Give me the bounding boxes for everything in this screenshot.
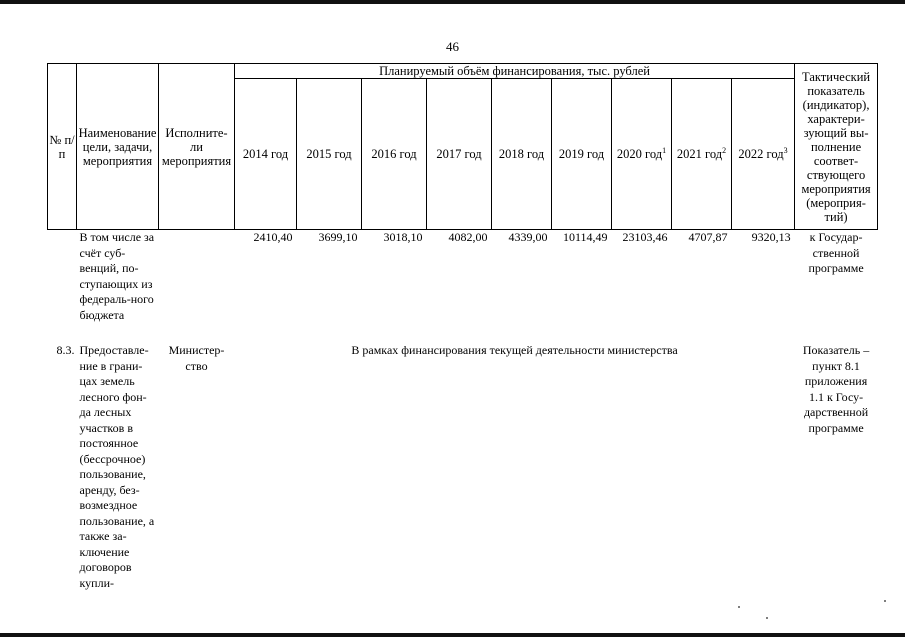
footnote-mark: 1 bbox=[662, 145, 667, 155]
row-indicator: Показатель – пункт 8.1 приложения 1.1 к Госу-дарственной программе bbox=[802, 343, 870, 435]
header-year-2017: 2017 год bbox=[427, 79, 492, 230]
scan-speck bbox=[738, 606, 740, 608]
value-2016: 3018,10 bbox=[383, 230, 423, 244]
header-year-2014: 2014 год bbox=[235, 79, 297, 230]
header-no: № п/п bbox=[48, 64, 77, 230]
header-year-2021: 2021 год$^2$ bbox=[672, 79, 732, 230]
header-name: Наименование цели, задачи, мероприятия bbox=[77, 64, 159, 230]
table-row-subventions bbox=[48, 230, 878, 324]
row-name: Предоставле-ние в грани-цах земель лесного фон-да лесных участков в постоянное (бессрочное) пользование, аренду, без-возмездное пользование, а также за-ключение договоров купли- bbox=[79, 343, 155, 590]
footnote-mark: 3 bbox=[783, 145, 788, 155]
row-executor: Министер-ство bbox=[168, 343, 225, 373]
header-executor: Исполните-ли мероприятия bbox=[159, 64, 235, 230]
row-spacer bbox=[48, 323, 878, 343]
top-border-line bbox=[0, 0, 905, 4]
row-no: 8.3. bbox=[56, 343, 75, 357]
header-indicator: Тактический показатель (индикатор), характери-зующий вы-полнение соответ-ствующего мероприятия (мероприя-тий) bbox=[795, 64, 878, 230]
header-year-2018: 2018 год bbox=[492, 79, 552, 230]
footnote-mark: 2 bbox=[722, 145, 727, 155]
financing-note: В рамках финансирования текущей деятельности министерства bbox=[351, 343, 678, 357]
header-year-2022: 2022 год$^3$ bbox=[732, 79, 795, 230]
scan-speck bbox=[766, 617, 768, 619]
header-year-2019: 2019 год bbox=[552, 79, 612, 230]
row-executor bbox=[159, 230, 235, 324]
table-row-8-3 bbox=[48, 343, 878, 591]
page-number: 46 bbox=[446, 39, 459, 54]
value-2021: 4707,87 bbox=[688, 230, 728, 244]
bottom-border-line bbox=[0, 633, 905, 637]
value-2014: 2410,40 bbox=[253, 230, 293, 244]
financing-table bbox=[47, 63, 878, 591]
value-2017: 4082,00 bbox=[448, 230, 488, 244]
value-2018: 4339,00 bbox=[508, 230, 548, 244]
value-2015: 3699,10 bbox=[318, 230, 358, 244]
header-financing: Планируемый объём финансирования, тыс. рублей bbox=[235, 64, 795, 79]
header-year-2020: 2020 год$^1$ bbox=[612, 79, 672, 230]
value-2020: 23103,46 bbox=[622, 230, 668, 244]
row-no bbox=[48, 230, 77, 324]
scan-speck bbox=[884, 600, 886, 602]
value-2022: 9320,13 bbox=[751, 230, 791, 244]
header-year-2016: 2016 год bbox=[362, 79, 427, 230]
row-indicator: к Государ-ственной программе bbox=[808, 230, 864, 275]
header-year-2015: 2015 год bbox=[297, 79, 362, 230]
value-2019: 10114,49 bbox=[562, 230, 608, 244]
row-name: В том числе за счёт суб-венций, по-ступающих из федераль-ного бюджета bbox=[79, 230, 155, 322]
